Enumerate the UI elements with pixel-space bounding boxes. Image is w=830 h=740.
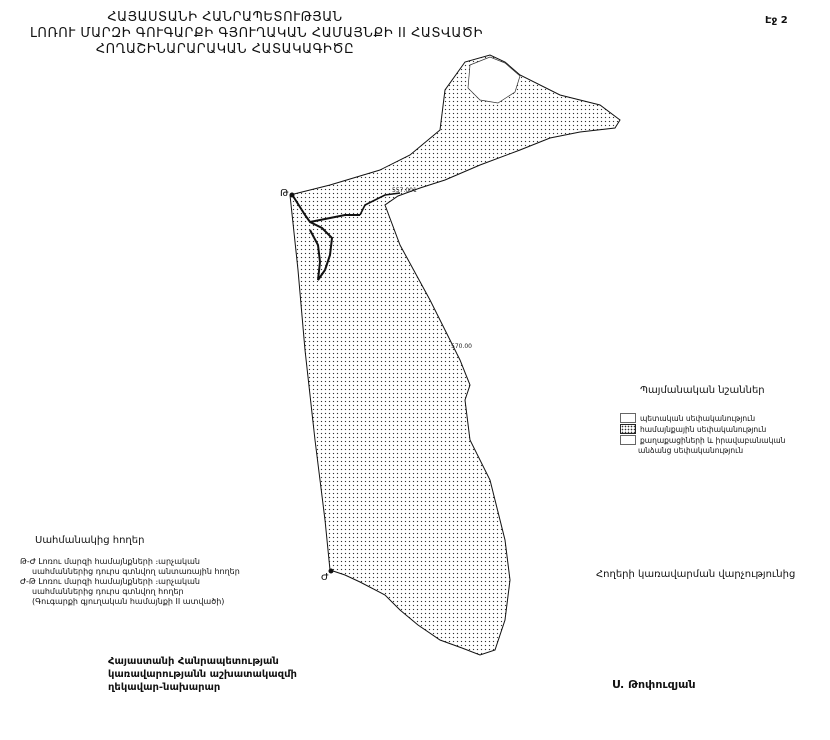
boundary-line-text: սահմաններից դուրս գտնվող հողեր: [32, 587, 184, 596]
legend-label: քաղաքացիների և իրավաբանական: [640, 435, 786, 445]
point-label-tho: Թ: [280, 188, 289, 199]
legend-swatch: [620, 446, 634, 454]
point-marker: [329, 569, 334, 574]
boundary-line-text: սահմաններից դուրս գտնվող անտառային հողեր: [32, 567, 240, 576]
title-line-3: ՀՈՂԱՇԻՆԱՐԱՐԱԿԱՆ ՀԱՏԱԿԱԳԻԾԸ: [95, 42, 355, 57]
point-label-zhe: Ժ: [321, 572, 329, 583]
legend-swatch: [620, 424, 636, 434]
legend-label: անձանց սեփականություն: [638, 445, 744, 455]
boundary-title: Սահմանակից հողեր: [35, 535, 145, 546]
boundary-line-text: Ժ-Թ Լոռու մարզի համայնքների ։արչական: [20, 577, 200, 586]
footer-title: [108, 655, 308, 694]
footer-line: ղեկավար-նախարար: [108, 682, 221, 693]
contour-label: 570.00: [451, 343, 472, 350]
parcel-area: [290, 55, 620, 655]
footer-line: Հայաստանի Հանրապետության: [108, 656, 279, 667]
title-line-1: ՀԱՅԱՍՏԱՆԻ ՀԱՆՐԱՊԵՏՈՒԹՅԱՆ: [107, 10, 343, 25]
boundary-line-text: Թ-Ժ Լոռու մարզի համայնքների ։արչական: [20, 557, 200, 566]
footer-line: կառավարությանն աշխատակազմի: [108, 669, 297, 680]
legend-item: [620, 444, 743, 456]
contour-label: 557.001: [392, 187, 417, 194]
signature-name: Ս. Թոփուզյան: [612, 678, 696, 691]
legend-label: համայնքային սեփականություն: [640, 424, 767, 434]
point-marker: [290, 193, 295, 198]
land-management-label: Հողերի կառավարման վարչությունից: [596, 569, 796, 580]
legend-label: պետական սեփականություն: [640, 413, 756, 423]
sheet-number: Էջ 2: [765, 15, 788, 26]
title-line-2: ԼՈՌՈՒ ՄԱՐԶԻ ԳՈՒԳԱՐՔԻ ԳՅՈՒՂԱԿԱՆ ՀԱՄԱՅՆՔԻ II ՀԱՏՎԱԾԻ: [30, 26, 484, 41]
boundary-line-text: (Գուգարքի գյուղական համայնքի II ատվածի): [32, 597, 225, 606]
legend-swatch: [620, 413, 636, 423]
legend-title: Պայմանական նշաններ: [640, 385, 765, 396]
